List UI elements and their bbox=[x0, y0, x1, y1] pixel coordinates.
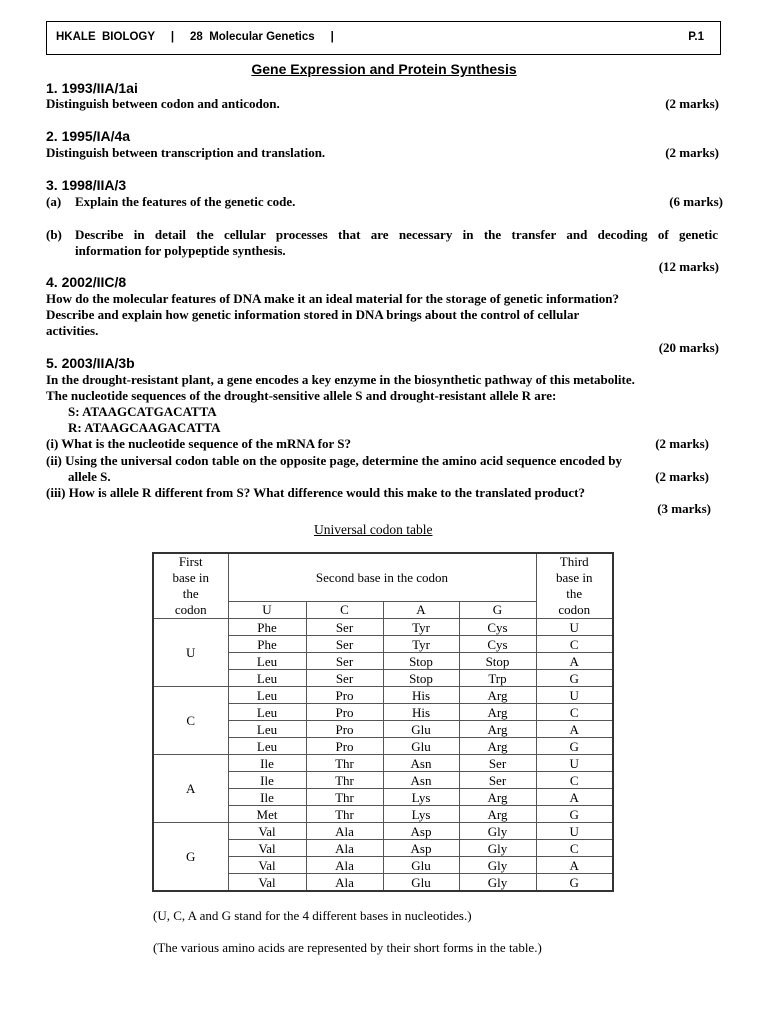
amino-acid-cell: Stop bbox=[383, 653, 459, 670]
third-base-header-line: Third bbox=[559, 554, 589, 569]
amino-acid-cell: Arg bbox=[459, 738, 536, 755]
third-base-cell: G bbox=[536, 806, 613, 823]
amino-acid-cell: Ala bbox=[306, 823, 383, 840]
q3b-line1: Describe in detail the cellular processes that are necessary in the transfer and decoding of genetic bbox=[75, 227, 718, 242]
q5-i-marks: (2 marks) bbox=[655, 436, 709, 451]
q5-ii-marks: (2 marks) bbox=[655, 469, 709, 484]
first-base-header bbox=[153, 553, 228, 619]
amino-acid-cell: Leu bbox=[228, 704, 306, 721]
amino-acid-cell: Thr bbox=[306, 789, 383, 806]
third-base-header bbox=[536, 553, 613, 619]
amino-acid-cell: Leu bbox=[228, 670, 306, 687]
q2-text: Distinguish between transcription and translation. bbox=[46, 145, 326, 160]
amino-acid-cell: Ser bbox=[306, 636, 383, 653]
q3b-label: (b) bbox=[46, 227, 62, 242]
q1-text: Distinguish between codon and anticodon. bbox=[46, 96, 280, 111]
amino-acid-cell: Glu bbox=[383, 738, 459, 755]
codon-table-header-row bbox=[153, 553, 613, 601]
third-base-cell: C bbox=[536, 772, 613, 789]
first-base-header-line: First bbox=[178, 554, 203, 569]
page-header bbox=[46, 21, 721, 55]
third-base-cell: C bbox=[536, 636, 613, 653]
third-base-header-line: base in bbox=[556, 570, 593, 585]
second-base-header: Second base in the codon bbox=[228, 553, 536, 601]
third-base-cell: U bbox=[536, 687, 613, 704]
amino-acid-cell: Tyr bbox=[383, 619, 459, 636]
amino-acid-cell: Thr bbox=[306, 755, 383, 772]
page-title: Gene Expression and Protein Synthesis bbox=[251, 61, 517, 77]
first-base-cell: U bbox=[153, 619, 228, 687]
third-base-cell: G bbox=[536, 670, 613, 687]
amino-acid-cell: Gly bbox=[459, 857, 536, 874]
codon-table bbox=[152, 552, 614, 892]
first-base-header-line: base in bbox=[172, 570, 209, 585]
header-subject: HKALE BIOLOGY bbox=[56, 31, 155, 43]
q3a-label: (a) bbox=[46, 194, 62, 209]
amino-acid-cell: Tyr bbox=[383, 636, 459, 653]
header-left bbox=[56, 31, 334, 43]
amino-acid-cell: Glu bbox=[383, 857, 459, 874]
codon-note-bases: (U, C, A and G stand for the 4 different bases in nucleotides.) bbox=[153, 908, 472, 923]
amino-acid-cell: Arg bbox=[459, 704, 536, 721]
amino-acid-cell: Gly bbox=[459, 840, 536, 857]
q3-heading: 3. 1998/IIA/3 bbox=[46, 177, 127, 193]
header-page-number: P.1 bbox=[688, 31, 704, 43]
amino-acid-cell: Arg bbox=[459, 789, 536, 806]
amino-acid-cell: Ala bbox=[306, 840, 383, 857]
amino-acid-cell: Phe bbox=[228, 619, 306, 636]
amino-acid-cell: Ser bbox=[306, 670, 383, 687]
amino-acid-cell: Met bbox=[228, 806, 306, 823]
amino-acid-cell: Ser bbox=[306, 653, 383, 670]
amino-acid-cell: Stop bbox=[383, 670, 459, 687]
amino-acid-cell: Pro bbox=[306, 721, 383, 738]
amino-acid-cell: Gly bbox=[459, 823, 536, 840]
q3b-marks: (12 marks) bbox=[658, 259, 719, 274]
amino-acid-cell: Lys bbox=[383, 806, 459, 823]
third-base-cell: A bbox=[536, 653, 613, 670]
q4-marks: (20 marks) bbox=[658, 340, 719, 355]
q3a-text: Explain the features of the genetic code. bbox=[75, 194, 296, 209]
third-base-cell: C bbox=[536, 840, 613, 857]
header-chapter: 28 Molecular Genetics bbox=[190, 31, 315, 43]
amino-acid-cell: Ser bbox=[306, 619, 383, 636]
third-base-cell: A bbox=[536, 721, 613, 738]
codon-row bbox=[153, 755, 613, 772]
amino-acid-cell: Ser bbox=[459, 772, 536, 789]
amino-acid-cell: Cys bbox=[459, 619, 536, 636]
second-base-cell: G bbox=[459, 601, 536, 618]
amino-acid-cell: Val bbox=[228, 874, 306, 892]
amino-acid-cell: Glu bbox=[383, 874, 459, 892]
q1-heading: 1. 1993/IIA/1ai bbox=[46, 80, 138, 96]
amino-acid-cell: Val bbox=[228, 857, 306, 874]
q5-sequence-s: S: ATAAGCATGACATTA bbox=[68, 404, 217, 419]
second-base-cell: U bbox=[228, 601, 306, 618]
amino-acid-cell: Cys bbox=[459, 636, 536, 653]
amino-acid-cell: Ile bbox=[228, 772, 306, 789]
q5-iii-text: (iii) How is allele R different from S? What difference would this make to the translated product? bbox=[46, 485, 585, 500]
amino-acid-cell: His bbox=[383, 687, 459, 704]
q5-ii-line1: (ii) Using the universal codon table on the opposite page, determine the amino acid sequence encoded by bbox=[46, 453, 622, 468]
third-base-cell: U bbox=[536, 619, 613, 636]
amino-acid-cell: Thr bbox=[306, 772, 383, 789]
q5-i-text: (i) What is the nucleotide sequence of the mRNA for S? bbox=[46, 436, 352, 451]
amino-acid-cell: Ile bbox=[228, 789, 306, 806]
q2-marks: (2 marks) bbox=[665, 145, 719, 160]
second-base-cell: A bbox=[383, 601, 459, 618]
amino-acid-cell: Trp bbox=[459, 670, 536, 687]
amino-acid-cell: Ala bbox=[306, 874, 383, 892]
amino-acid-cell: Leu bbox=[228, 653, 306, 670]
q3b-line2: information for polypeptide synthesis. bbox=[75, 243, 286, 258]
second-base-cell: C bbox=[306, 601, 383, 618]
amino-acid-cell: Arg bbox=[459, 806, 536, 823]
third-base-cell: G bbox=[536, 874, 613, 892]
q5-iii-marks: (3 marks) bbox=[657, 501, 711, 516]
codon-note-amino-acids: (The various amino acids are represented by their short forms in the table.) bbox=[153, 940, 542, 955]
amino-acid-cell: Pro bbox=[306, 704, 383, 721]
amino-acid-cell: Lys bbox=[383, 789, 459, 806]
q3a-marks: (6 marks) bbox=[669, 194, 723, 209]
q5-ii-line2: allele S. bbox=[68, 469, 111, 484]
amino-acid-cell: Val bbox=[228, 840, 306, 857]
third-base-cell: A bbox=[536, 789, 613, 806]
third-base-cell: U bbox=[536, 755, 613, 772]
codon-row bbox=[153, 823, 613, 840]
q4-line2: Describe and explain how genetic information stored in DNA brings about the control of cellular bbox=[46, 307, 580, 322]
amino-acid-cell: Phe bbox=[228, 636, 306, 653]
third-base-cell: G bbox=[536, 738, 613, 755]
amino-acid-cell: Glu bbox=[383, 721, 459, 738]
codon-row bbox=[153, 619, 613, 636]
codon-table-body bbox=[153, 619, 613, 892]
q4-line3: activities. bbox=[46, 323, 99, 338]
first-base-header-line: the bbox=[182, 586, 199, 601]
amino-acid-cell: Asn bbox=[383, 772, 459, 789]
header-separator: | bbox=[170, 31, 175, 43]
amino-acid-cell: Val bbox=[228, 823, 306, 840]
amino-acid-cell: Pro bbox=[306, 687, 383, 704]
amino-acid-cell: Arg bbox=[459, 721, 536, 738]
amino-acid-cell: Leu bbox=[228, 721, 306, 738]
third-base-header-line: the bbox=[566, 586, 583, 601]
amino-acid-cell: Leu bbox=[228, 687, 306, 704]
amino-acid-cell: Gly bbox=[459, 874, 536, 892]
q4-heading: 4. 2002/IIC/8 bbox=[46, 274, 127, 290]
amino-acid-cell: Thr bbox=[306, 806, 383, 823]
q2-heading: 2. 1995/IA/4a bbox=[46, 128, 131, 144]
first-base-cell: C bbox=[153, 687, 228, 755]
q5-heading: 5. 2003/IIA/3b bbox=[46, 355, 135, 371]
codon-table-title: Universal codon table bbox=[314, 522, 433, 537]
q5-line2: The nucleotide sequences of the drought-sensitive allele S and drought-resistant allele R are: bbox=[46, 388, 557, 403]
q1-marks: (2 marks) bbox=[665, 96, 719, 111]
q5-line1: In the drought-resistant plant, a gene encodes a key enzyme in the biosynthetic pathway of this metabolite. bbox=[46, 372, 635, 387]
amino-acid-cell: Ile bbox=[228, 755, 306, 772]
third-base-header-line: codon bbox=[558, 602, 591, 617]
amino-acid-cell: Pro bbox=[306, 738, 383, 755]
q5-sequence-r: R: ATAAGCAAGACATTA bbox=[68, 420, 221, 435]
third-base-cell: A bbox=[536, 857, 613, 874]
amino-acid-cell: Arg bbox=[459, 687, 536, 704]
amino-acid-cell: Asp bbox=[383, 823, 459, 840]
amino-acid-cell: Ser bbox=[459, 755, 536, 772]
amino-acid-cell: Asp bbox=[383, 840, 459, 857]
third-base-cell: C bbox=[536, 704, 613, 721]
q4-line1: How do the molecular features of DNA make it an ideal material for the storage of genetic information? bbox=[46, 291, 619, 306]
codon-row bbox=[153, 687, 613, 704]
amino-acid-cell: Asn bbox=[383, 755, 459, 772]
third-base-cell: U bbox=[536, 823, 613, 840]
header-separator-2: | bbox=[330, 31, 334, 43]
amino-acid-cell: Leu bbox=[228, 738, 306, 755]
first-base-cell: A bbox=[153, 755, 228, 823]
amino-acid-cell: Ala bbox=[306, 857, 383, 874]
first-base-header-line: codon bbox=[174, 602, 207, 617]
amino-acid-cell: His bbox=[383, 704, 459, 721]
first-base-cell: G bbox=[153, 823, 228, 892]
amino-acid-cell: Stop bbox=[459, 653, 536, 670]
